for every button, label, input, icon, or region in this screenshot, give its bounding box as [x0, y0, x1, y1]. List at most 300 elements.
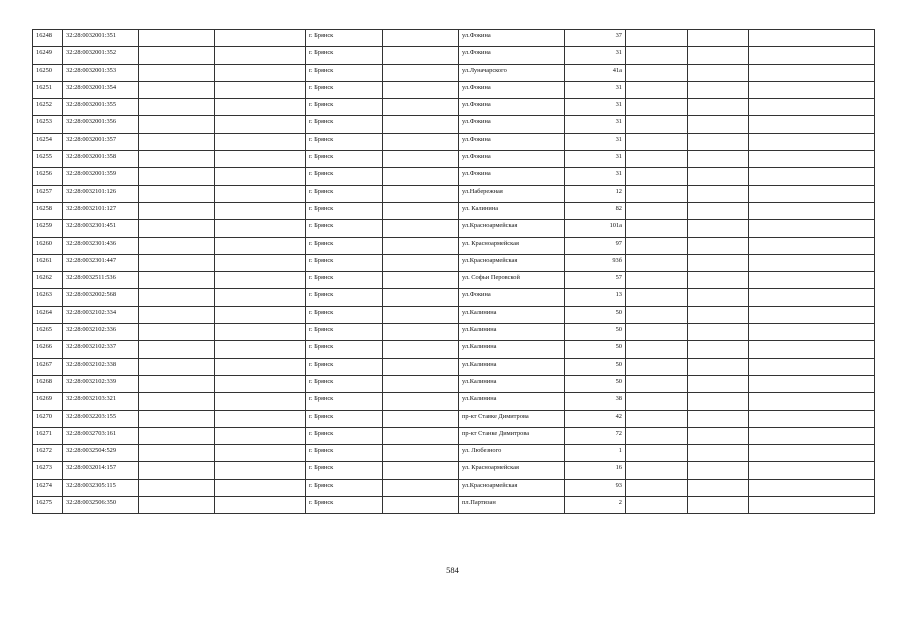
empty-cell	[383, 358, 459, 375]
record-number-cell: 16273	[33, 462, 63, 479]
house-number-cell: 50	[565, 341, 626, 358]
table-row	[33, 30, 875, 47]
empty-cell	[688, 47, 749, 64]
empty-cell	[688, 341, 749, 358]
house-number-cell: 31	[565, 116, 626, 133]
empty-cell	[139, 254, 215, 271]
record-number-cell: 16266	[33, 341, 63, 358]
empty-cell	[688, 445, 749, 462]
empty-cell	[626, 427, 688, 444]
empty-cell	[215, 324, 306, 341]
empty-cell	[749, 168, 875, 185]
record-number-cell: 16248	[33, 30, 63, 47]
empty-cell	[215, 99, 306, 116]
empty-cell	[383, 306, 459, 323]
street-cell: ул.Красноармейская	[459, 220, 565, 237]
empty-cell	[383, 168, 459, 185]
record-number-cell: 16250	[33, 64, 63, 81]
street-cell: ул.Фокина	[459, 116, 565, 133]
table-row	[33, 427, 875, 444]
cadastral-number-cell: 32:28:0032102:337	[63, 341, 139, 358]
empty-cell	[626, 445, 688, 462]
empty-cell	[139, 393, 215, 410]
empty-cell	[215, 81, 306, 98]
empty-cell	[215, 272, 306, 289]
cadastral-number-cell: 32:28:0032001:353	[63, 64, 139, 81]
city-cell: г. Брянск	[306, 306, 383, 323]
cadastral-number-cell: 32:28:0032014:157	[63, 462, 139, 479]
empty-cell	[688, 220, 749, 237]
city-cell: г. Брянск	[306, 497, 383, 514]
empty-cell	[688, 99, 749, 116]
empty-cell	[139, 237, 215, 254]
empty-cell	[383, 133, 459, 150]
street-cell: ул.Фокина	[459, 133, 565, 150]
house-number-cell: 1	[565, 445, 626, 462]
empty-cell	[383, 324, 459, 341]
empty-cell	[688, 410, 749, 427]
empty-cell	[139, 410, 215, 427]
city-cell: г. Брянск	[306, 427, 383, 444]
empty-cell	[626, 341, 688, 358]
empty-cell	[383, 99, 459, 116]
empty-cell	[383, 289, 459, 306]
empty-cell	[215, 289, 306, 306]
empty-cell	[215, 462, 306, 479]
city-cell: г. Брянск	[306, 410, 383, 427]
house-number-cell: 93б	[565, 254, 626, 271]
empty-cell	[215, 220, 306, 237]
empty-cell	[749, 445, 875, 462]
empty-cell	[215, 185, 306, 202]
house-number-cell: 50	[565, 375, 626, 392]
table-row	[33, 254, 875, 271]
empty-cell	[383, 151, 459, 168]
empty-cell	[383, 237, 459, 254]
empty-cell	[383, 30, 459, 47]
empty-cell	[383, 497, 459, 514]
empty-cell	[626, 497, 688, 514]
city-cell: г. Брянск	[306, 254, 383, 271]
empty-cell	[139, 64, 215, 81]
empty-cell	[749, 306, 875, 323]
table-row	[33, 289, 875, 306]
empty-cell	[215, 393, 306, 410]
empty-cell	[749, 81, 875, 98]
record-number-cell: 16268	[33, 375, 63, 392]
table-row	[33, 445, 875, 462]
empty-cell	[139, 324, 215, 341]
empty-cell	[688, 324, 749, 341]
empty-cell	[139, 497, 215, 514]
empty-cell	[215, 237, 306, 254]
empty-cell	[626, 202, 688, 219]
empty-cell	[688, 81, 749, 98]
empty-cell	[383, 47, 459, 64]
street-cell: ул.Фокина	[459, 151, 565, 168]
empty-cell	[688, 116, 749, 133]
empty-cell	[626, 254, 688, 271]
house-number-cell: 72	[565, 427, 626, 444]
city-cell: г. Брянск	[306, 81, 383, 98]
record-number-cell: 16252	[33, 99, 63, 116]
city-cell: г. Брянск	[306, 202, 383, 219]
street-cell: ул.Калинина	[459, 358, 565, 375]
empty-cell	[215, 30, 306, 47]
record-number-cell: 16256	[33, 168, 63, 185]
street-cell: ул.Фокина	[459, 168, 565, 185]
cadastral-number-cell: 32:28:0032001:356	[63, 116, 139, 133]
cadastral-number-cell: 32:28:0032703:161	[63, 427, 139, 444]
record-number-cell: 16275	[33, 497, 63, 514]
empty-cell	[688, 202, 749, 219]
street-cell: пл.Партизан	[459, 497, 565, 514]
empty-cell	[383, 254, 459, 271]
empty-cell	[688, 479, 749, 496]
city-cell: г. Брянск	[306, 30, 383, 47]
city-cell: г. Брянск	[306, 272, 383, 289]
empty-cell	[749, 116, 875, 133]
street-cell: ул.Фокина	[459, 30, 565, 47]
record-number-cell: 16269	[33, 393, 63, 410]
cadastral-number-cell: 32:28:0032301:451	[63, 220, 139, 237]
cadastral-number-cell: 32:28:0032001:357	[63, 133, 139, 150]
empty-cell	[626, 185, 688, 202]
empty-cell	[626, 151, 688, 168]
page-number: 584	[446, 565, 459, 575]
house-number-cell: 101а	[565, 220, 626, 237]
record-number-cell: 16253	[33, 116, 63, 133]
empty-cell	[215, 133, 306, 150]
cadastral-number-cell: 32:28:0032001:351	[63, 30, 139, 47]
empty-cell	[626, 306, 688, 323]
empty-cell	[383, 427, 459, 444]
city-cell: г. Брянск	[306, 220, 383, 237]
house-number-cell: 31	[565, 47, 626, 64]
cadastral-number-cell: 32:28:0032002:568	[63, 289, 139, 306]
empty-cell	[215, 375, 306, 392]
empty-cell	[215, 116, 306, 133]
record-number-cell: 16255	[33, 151, 63, 168]
empty-cell	[139, 116, 215, 133]
empty-cell	[626, 99, 688, 116]
empty-cell	[215, 445, 306, 462]
record-number-cell: 16271	[33, 427, 63, 444]
house-number-cell: 57	[565, 272, 626, 289]
empty-cell	[626, 289, 688, 306]
cadastral-number-cell: 32:28:0032001:355	[63, 99, 139, 116]
empty-cell	[215, 410, 306, 427]
table-row	[33, 324, 875, 341]
table-row	[33, 220, 875, 237]
empty-cell	[383, 375, 459, 392]
empty-cell	[215, 427, 306, 444]
house-number-cell: 50	[565, 358, 626, 375]
house-number-cell: 31	[565, 81, 626, 98]
record-number-cell: 16260	[33, 237, 63, 254]
empty-cell	[383, 185, 459, 202]
city-cell: г. Брянск	[306, 151, 383, 168]
empty-cell	[626, 220, 688, 237]
empty-cell	[215, 151, 306, 168]
empty-cell	[749, 410, 875, 427]
cadastral-number-cell: 32:28:0032101:126	[63, 185, 139, 202]
empty-cell	[215, 64, 306, 81]
empty-cell	[626, 81, 688, 98]
street-cell: ул.Фокина	[459, 289, 565, 306]
empty-cell	[139, 427, 215, 444]
empty-cell	[626, 64, 688, 81]
table-row	[33, 479, 875, 496]
empty-cell	[749, 479, 875, 496]
empty-cell	[215, 168, 306, 185]
cadastral-number-cell: 32:28:0032203:155	[63, 410, 139, 427]
empty-cell	[139, 306, 215, 323]
city-cell: г. Брянск	[306, 64, 383, 81]
register-table	[32, 29, 875, 514]
street-cell: ул.Набережная	[459, 185, 565, 202]
city-cell: г. Брянск	[306, 341, 383, 358]
table-row	[33, 497, 875, 514]
empty-cell	[383, 81, 459, 98]
empty-cell	[139, 462, 215, 479]
empty-cell	[688, 133, 749, 150]
table-row	[33, 358, 875, 375]
cadastral-number-cell: 32:28:0032001:358	[63, 151, 139, 168]
cadastral-number-cell: 32:28:0032504:529	[63, 445, 139, 462]
empty-cell	[749, 375, 875, 392]
empty-cell	[383, 393, 459, 410]
empty-cell	[139, 375, 215, 392]
empty-cell	[749, 254, 875, 271]
empty-cell	[688, 393, 749, 410]
table-row	[33, 341, 875, 358]
empty-cell	[749, 497, 875, 514]
empty-cell	[688, 30, 749, 47]
cadastral-number-cell: 32:28:0032511:536	[63, 272, 139, 289]
empty-cell	[139, 358, 215, 375]
empty-cell	[626, 237, 688, 254]
city-cell: г. Брянск	[306, 237, 383, 254]
city-cell: г. Брянск	[306, 99, 383, 116]
empty-cell	[139, 81, 215, 98]
table-row	[33, 64, 875, 81]
street-cell: ул.Луначарского	[459, 64, 565, 81]
empty-cell	[383, 64, 459, 81]
city-cell: г. Брянск	[306, 168, 383, 185]
empty-cell	[383, 272, 459, 289]
empty-cell	[383, 462, 459, 479]
cadastral-number-cell: 32:28:0032305:115	[63, 479, 139, 496]
record-number-cell: 16257	[33, 185, 63, 202]
table-row	[33, 151, 875, 168]
empty-cell	[215, 479, 306, 496]
house-number-cell: 31	[565, 99, 626, 116]
empty-cell	[688, 168, 749, 185]
empty-cell	[139, 99, 215, 116]
empty-cell	[749, 47, 875, 64]
empty-cell	[215, 497, 306, 514]
record-number-cell: 16267	[33, 358, 63, 375]
table-row	[33, 410, 875, 427]
empty-cell	[139, 445, 215, 462]
table-row	[33, 47, 875, 64]
house-number-cell: 37	[565, 30, 626, 47]
record-number-cell: 16264	[33, 306, 63, 323]
empty-cell	[688, 306, 749, 323]
empty-cell	[139, 202, 215, 219]
empty-cell	[139, 47, 215, 64]
empty-cell	[383, 202, 459, 219]
record-number-cell: 16263	[33, 289, 63, 306]
empty-cell	[626, 393, 688, 410]
empty-cell	[749, 30, 875, 47]
city-cell: г. Брянск	[306, 324, 383, 341]
cadastral-number-cell: 32:28:0032102:334	[63, 306, 139, 323]
empty-cell	[688, 497, 749, 514]
cadastral-number-cell: 32:28:0032506:350	[63, 497, 139, 514]
house-number-cell: 31	[565, 151, 626, 168]
empty-cell	[139, 272, 215, 289]
city-cell: г. Брянск	[306, 358, 383, 375]
record-number-cell: 16258	[33, 202, 63, 219]
empty-cell	[749, 99, 875, 116]
empty-cell	[749, 341, 875, 358]
empty-cell	[749, 202, 875, 219]
table-row	[33, 168, 875, 185]
empty-cell	[215, 47, 306, 64]
record-number-cell: 16270	[33, 410, 63, 427]
street-cell: ул. Красноармейская	[459, 462, 565, 479]
table-row	[33, 306, 875, 323]
empty-cell	[749, 393, 875, 410]
table-row	[33, 272, 875, 289]
house-number-cell: 13	[565, 289, 626, 306]
street-cell: ул.Красноармейская	[459, 254, 565, 271]
table-row	[33, 393, 875, 410]
house-number-cell: 42	[565, 410, 626, 427]
cadastral-number-cell: 32:28:0032001:352	[63, 47, 139, 64]
empty-cell	[626, 30, 688, 47]
empty-cell	[749, 151, 875, 168]
city-cell: г. Брянск	[306, 375, 383, 392]
cadastral-number-cell: 32:28:0032101:127	[63, 202, 139, 219]
house-number-cell: 38	[565, 393, 626, 410]
empty-cell	[749, 324, 875, 341]
empty-cell	[626, 133, 688, 150]
record-number-cell: 16265	[33, 324, 63, 341]
record-number-cell: 16272	[33, 445, 63, 462]
empty-cell	[688, 64, 749, 81]
empty-cell	[688, 151, 749, 168]
house-number-cell: 12	[565, 185, 626, 202]
empty-cell	[626, 116, 688, 133]
city-cell: г. Брянск	[306, 445, 383, 462]
empty-cell	[749, 427, 875, 444]
street-cell: ул.Фокина	[459, 99, 565, 116]
empty-cell	[688, 427, 749, 444]
cadastral-number-cell: 32:28:0032102:338	[63, 358, 139, 375]
record-number-cell: 16259	[33, 220, 63, 237]
empty-cell	[383, 220, 459, 237]
house-number-cell: 31	[565, 133, 626, 150]
empty-cell	[749, 358, 875, 375]
empty-cell	[139, 30, 215, 47]
empty-cell	[215, 358, 306, 375]
empty-cell	[749, 133, 875, 150]
city-cell: г. Брянск	[306, 462, 383, 479]
table-row	[33, 185, 875, 202]
record-number-cell: 16254	[33, 133, 63, 150]
house-number-cell: 82	[565, 202, 626, 219]
empty-cell	[688, 237, 749, 254]
street-cell: ул.Красноармейская	[459, 479, 565, 496]
empty-cell	[688, 462, 749, 479]
city-cell: г. Брянск	[306, 479, 383, 496]
empty-cell	[749, 289, 875, 306]
empty-cell	[688, 254, 749, 271]
cadastral-number-cell: 32:28:0032001:359	[63, 168, 139, 185]
house-number-cell: 93	[565, 479, 626, 496]
cadastral-number-cell: 32:28:0032301:447	[63, 254, 139, 271]
empty-cell	[139, 479, 215, 496]
empty-cell	[626, 272, 688, 289]
empty-cell	[215, 306, 306, 323]
empty-cell	[139, 220, 215, 237]
street-cell: ул. Любезного	[459, 445, 565, 462]
empty-cell	[749, 462, 875, 479]
empty-cell	[139, 289, 215, 306]
city-cell: г. Брянск	[306, 393, 383, 410]
empty-cell	[383, 116, 459, 133]
table-row	[33, 99, 875, 116]
empty-cell	[139, 133, 215, 150]
table-row	[33, 462, 875, 479]
empty-cell	[626, 479, 688, 496]
house-number-cell: 50	[565, 324, 626, 341]
empty-cell	[688, 358, 749, 375]
empty-cell	[215, 341, 306, 358]
empty-cell	[383, 445, 459, 462]
street-cell: ул.Калинина	[459, 324, 565, 341]
empty-cell	[749, 237, 875, 254]
empty-cell	[688, 272, 749, 289]
empty-cell	[626, 410, 688, 427]
empty-cell	[139, 185, 215, 202]
street-cell: ул.Калинина	[459, 306, 565, 323]
empty-cell	[749, 185, 875, 202]
street-cell: ул.Калинина	[459, 393, 565, 410]
empty-cell	[626, 462, 688, 479]
house-number-cell: 2	[565, 497, 626, 514]
cadastral-number-cell: 32:28:0032102:339	[63, 375, 139, 392]
street-cell: ул.Фокина	[459, 81, 565, 98]
empty-cell	[626, 324, 688, 341]
empty-cell	[749, 220, 875, 237]
empty-cell	[688, 185, 749, 202]
house-number-cell: 16	[565, 462, 626, 479]
table-row	[33, 116, 875, 133]
street-cell: ул. Калинина	[459, 202, 565, 219]
street-cell: пр-кт Ставке Димитрова	[459, 410, 565, 427]
cadastral-number-cell: 32:28:0032001:354	[63, 81, 139, 98]
table-row	[33, 375, 875, 392]
house-number-cell: 41а	[565, 64, 626, 81]
street-cell: ул.Калинина	[459, 375, 565, 392]
empty-cell	[139, 151, 215, 168]
empty-cell	[626, 168, 688, 185]
city-cell: г. Брянск	[306, 116, 383, 133]
